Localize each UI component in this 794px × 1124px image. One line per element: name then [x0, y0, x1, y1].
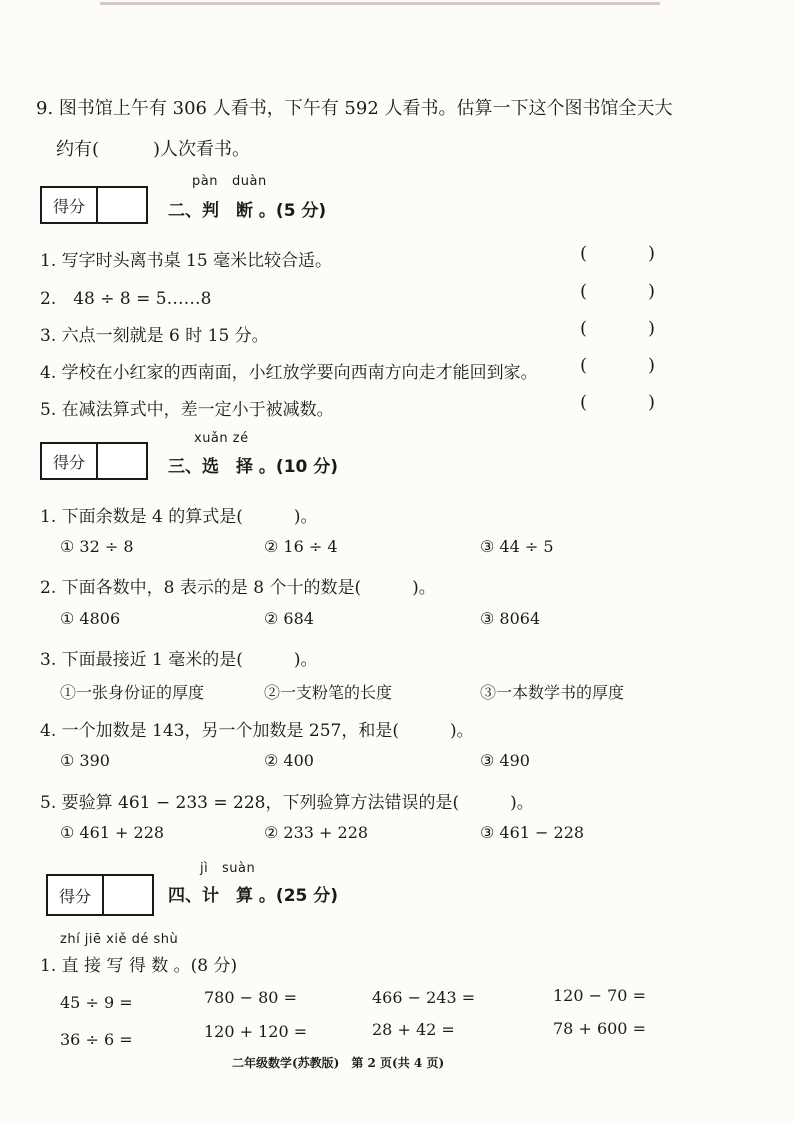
- score-label: 得分: [42, 188, 98, 222]
- choice-q3-option-1[interactable]: ①一张身份证的厚度: [60, 683, 205, 702]
- top-edge-line: [100, 2, 660, 5]
- judge-item-3: 3. 六点一刻就是 6 时 15 分。: [40, 326, 269, 346]
- calc-item: 45 ÷ 9 =: [60, 993, 133, 1012]
- calc-item: 120 − 70 =: [553, 986, 646, 1005]
- calc-subtitle: 1. 直 接 写 得 数 。(8 分): [40, 956, 238, 976]
- choice-q4-option-3[interactable]: ③ 490: [480, 751, 530, 770]
- answer-paren-left-5: (: [580, 392, 588, 413]
- score-box-section2: [40, 186, 148, 224]
- calc-item: 78 + 600 =: [553, 1019, 646, 1038]
- judge-item-2: 2. 48 ÷ 8 = 5……8: [40, 289, 212, 309]
- answer-paren-right-4: ): [648, 355, 656, 376]
- score-label: 得分: [48, 876, 104, 914]
- q9-line2: 约有( )人次看书。: [56, 139, 251, 160]
- choice-q5-option-2[interactable]: ② 233 + 228: [264, 823, 369, 842]
- answer-paren-right-5: ): [648, 392, 656, 413]
- calc-item: 120 + 120 =: [204, 1022, 308, 1041]
- score-label: 得分: [42, 444, 98, 478]
- judge-item-1: 1. 写字时头离书桌 15 毫米比较合适。: [40, 251, 333, 271]
- choice-q3-option-2[interactable]: ②一支粉笔的长度: [264, 683, 393, 702]
- section3-title: 三、选 择 。(10 分): [168, 457, 339, 477]
- section4-pinyin2: suàn: [222, 861, 256, 876]
- calc-item: 28 + 42 =: [372, 1020, 455, 1039]
- choice-q2-option-3[interactable]: ③ 8064: [480, 609, 541, 628]
- choice-q5-option-1[interactable]: ① 461 + 228: [60, 823, 165, 842]
- section4-title: 四、计 算 。(25 分): [168, 886, 339, 906]
- calc-item: 466 − 243 =: [372, 988, 476, 1007]
- choice-q1-option-3[interactable]: ③ 44 ÷ 5: [480, 537, 554, 556]
- choice-q4-stem: 4. 一个加数是 143，另一个加数是 257，和是( )。: [40, 721, 474, 741]
- score-box-section3: [40, 442, 148, 480]
- answer-paren-left-2: (: [580, 281, 588, 302]
- section4-pinyin1: jì: [200, 861, 209, 876]
- section2-title: 二、判 断 。(5 分): [168, 201, 327, 221]
- choice-q3-stem: 3. 下面最接近 1 毫米的是( )。: [40, 650, 318, 670]
- q9-line1: 9. 图书馆上午有 306 人看书，下午有 592 人看书。估算一下这个图书馆全天大: [36, 98, 673, 119]
- page-footer: 二年级数学(苏教版) 第 2 页(共 4 页): [232, 1056, 445, 1070]
- choice-q5-option-3[interactable]: ③ 461 − 228: [480, 823, 585, 842]
- calc-item: 36 ÷ 6 =: [60, 1030, 133, 1049]
- choice-q2-stem: 2. 下面各数中，8 表示的是 8 个十的数是( )。: [40, 578, 436, 598]
- answer-paren-right-1: ): [648, 243, 656, 264]
- answer-paren-left-3: (: [580, 318, 588, 339]
- choice-q1-stem: 1. 下面余数是 4 的算式是( )。: [40, 507, 318, 527]
- choice-q4-option-2[interactable]: ② 400: [264, 751, 314, 770]
- calc-subtitle-pinyin: zhí jiē xiě dé shù: [60, 932, 179, 947]
- choice-q4-option-1[interactable]: ① 390: [60, 751, 110, 770]
- choice-q2-option-2[interactable]: ② 684: [264, 609, 314, 628]
- section3-pinyin: xuǎn zé: [194, 431, 249, 446]
- calc-item: 780 − 80 =: [204, 988, 297, 1007]
- answer-paren-right-2: ): [648, 281, 656, 302]
- section2-pinyin2: duàn: [232, 174, 267, 189]
- choice-q3-option-3[interactable]: ③一本数学书的厚度: [480, 683, 625, 702]
- choice-q2-option-1[interactable]: ① 4806: [60, 609, 121, 628]
- answer-paren-right-3: ): [648, 318, 656, 339]
- answer-paren-left-4: (: [580, 355, 588, 376]
- choice-q5-stem: 5. 要验算 461 − 233 = 228，下列验算方法错误的是( )。: [40, 793, 534, 813]
- score-blank[interactable]: [98, 444, 146, 478]
- score-blank[interactable]: [98, 188, 146, 222]
- score-box-section4: [46, 874, 154, 916]
- judge-item-5: 5. 在减法算式中，差一定小于被减数。: [40, 400, 334, 420]
- section2-pinyin1: pàn: [192, 174, 218, 189]
- choice-q1-option-1[interactable]: ① 32 ÷ 8: [60, 537, 134, 556]
- choice-q1-option-2[interactable]: ② 16 ÷ 4: [264, 537, 338, 556]
- score-blank[interactable]: [104, 876, 152, 914]
- judge-item-4: 4. 学校在小红家的西南面，小红放学要向西南方向走才能回到家。: [40, 363, 538, 383]
- answer-paren-left-1: (: [580, 243, 588, 264]
